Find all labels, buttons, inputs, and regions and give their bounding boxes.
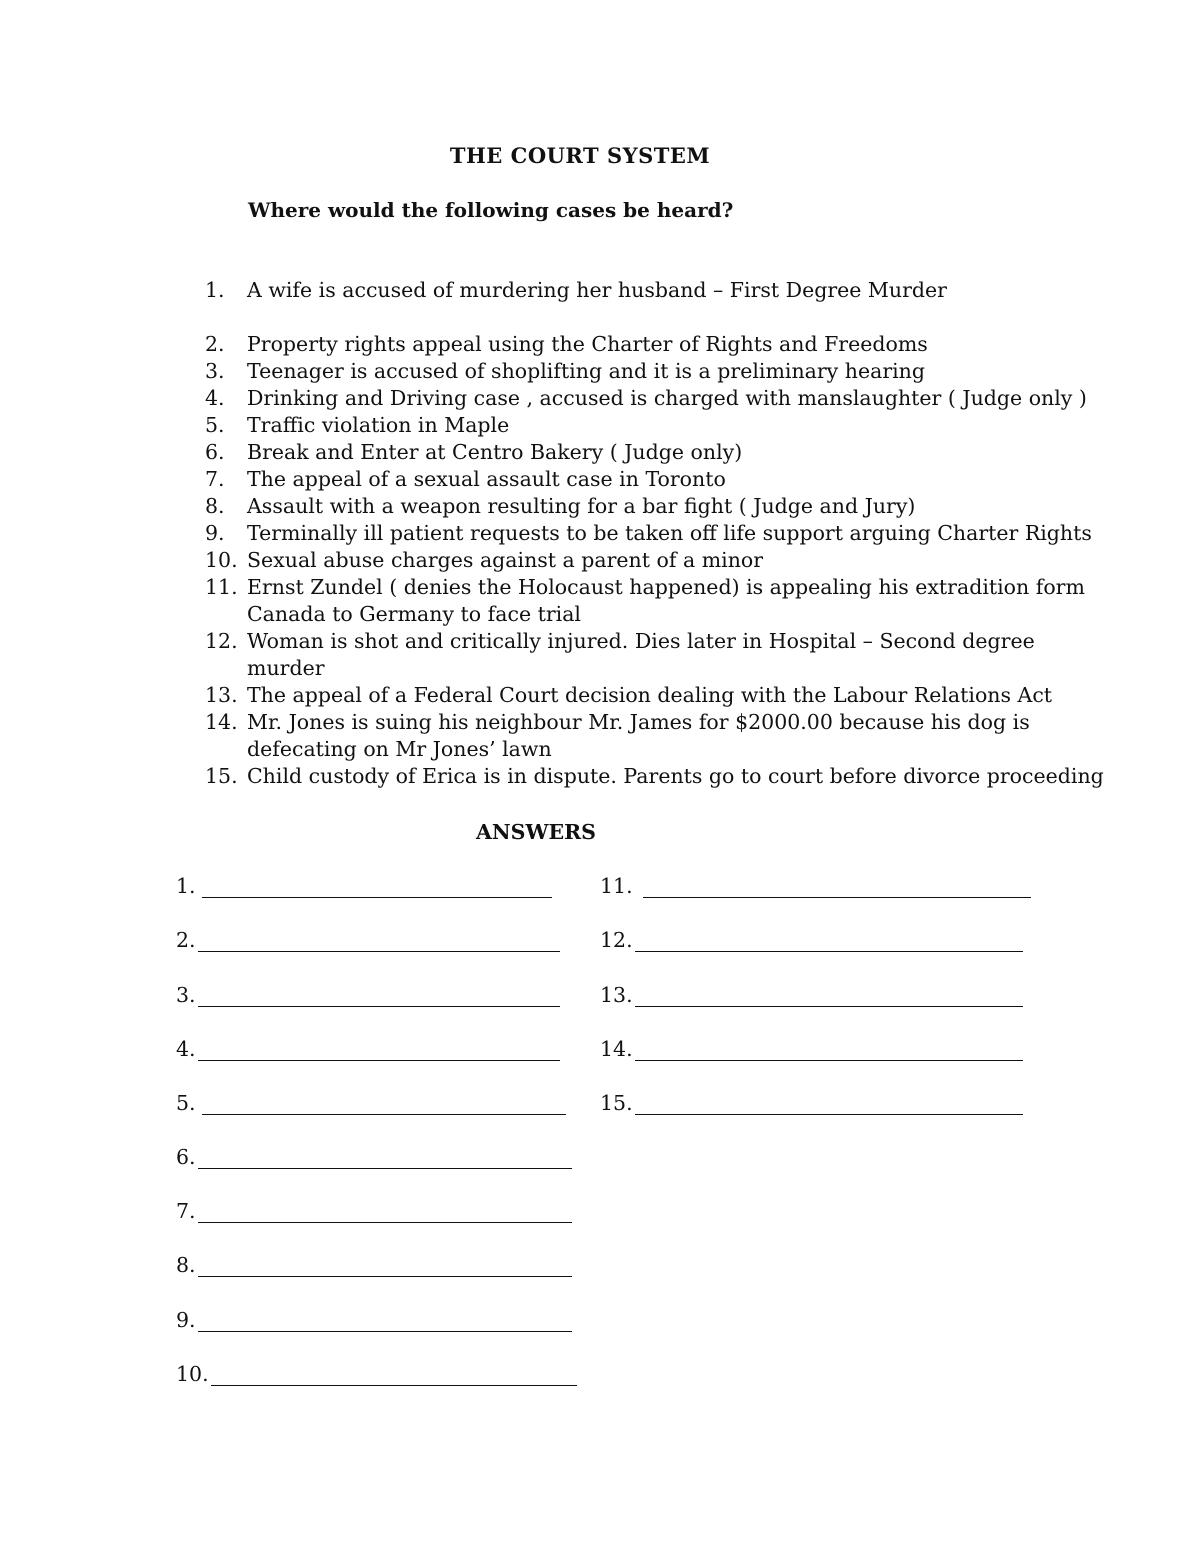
question-text: Sexual abuse charges against a parent of a minor (247, 548, 764, 572)
answer-blank-line[interactable] (643, 877, 1031, 898)
question-number: 12. (205, 629, 238, 653)
answer-number: 2. (176, 928, 196, 952)
question-number: 13. (205, 683, 238, 707)
answer-number: 13. (600, 983, 633, 1007)
question-number: 3. (205, 359, 225, 383)
question-item (205, 628, 1105, 682)
question-list (205, 277, 1105, 790)
answer-blank-line[interactable] (202, 877, 552, 898)
question-text: The appeal of a Federal Court decision dealing with the Labour Relations Act (247, 683, 1053, 707)
answer-number: 15. (600, 1091, 633, 1115)
answer-number: 10. (176, 1362, 209, 1386)
answer-field-14[interactable] (600, 1037, 1023, 1061)
answer-blank-line[interactable] (198, 1202, 572, 1223)
answer-blank-line[interactable] (635, 1040, 1023, 1061)
question-number: 8. (205, 494, 225, 518)
answer-field-10[interactable] (176, 1362, 577, 1386)
answer-field-6[interactable] (176, 1145, 572, 1169)
question-item (205, 547, 1105, 574)
question-item (205, 331, 1105, 358)
answer-field-2[interactable] (176, 928, 560, 952)
answer-number: 3. (176, 983, 196, 1007)
answer-field-3[interactable] (176, 983, 560, 1007)
question-text: Child custody of Erica is in dispute. Parents go to court before divorce proceeding (247, 764, 1104, 788)
question-number: 9. (205, 521, 225, 545)
question-item (205, 520, 1105, 547)
question-text: Assault with a weapon resulting for a bar fight ( Judge and Jury) (247, 494, 916, 518)
answers-heading: ANSWERS (476, 820, 596, 844)
answer-number: 8. (176, 1253, 196, 1277)
answer-blank-line[interactable] (202, 1094, 566, 1115)
question-text: A wife is accused of murdering her husband – First Degree Murder (247, 278, 947, 302)
question-text: Property rights appeal using the Charter of Rights and Freedoms (247, 332, 928, 356)
answer-blank-line[interactable] (635, 931, 1023, 952)
answer-field-1[interactable] (176, 874, 552, 898)
question-text: Mr. Jones is suing his neighbour Mr. James for $2000.00 because his dog is defecating on Mr Jones’ lawn (247, 710, 1030, 761)
instructions-heading: Where would the following cases be heard? (248, 198, 734, 222)
question-item (205, 439, 1105, 466)
question-text: Break and Enter at Centro Bakery ( Judge only) (247, 440, 743, 464)
answer-field-15[interactable] (600, 1091, 1023, 1115)
question-number: 4. (205, 386, 225, 410)
question-text: Drinking and Driving case , accused is charged with manslaughter ( Judge only ) (247, 386, 1087, 410)
answer-blank-line[interactable] (198, 1256, 572, 1277)
question-number: 2. (205, 332, 225, 356)
answer-blank-line[interactable] (198, 1040, 560, 1061)
answer-number: 9. (176, 1308, 196, 1332)
question-text: Terminally ill patient requests to be taken off life support arguing Charter Rights (247, 521, 1092, 545)
answer-blank-line[interactable] (198, 1148, 572, 1169)
question-number: 1. (205, 278, 225, 302)
answer-field-13[interactable] (600, 983, 1023, 1007)
question-item (205, 277, 1105, 304)
question-item (205, 412, 1105, 439)
question-item (205, 763, 1105, 790)
answer-field-12[interactable] (600, 928, 1023, 952)
answer-blank-line[interactable] (198, 986, 560, 1007)
answer-blank-line[interactable] (198, 1311, 572, 1332)
answer-blank-line[interactable] (635, 1094, 1023, 1115)
question-number: 15. (205, 764, 238, 788)
answer-blank-line[interactable] (198, 931, 560, 952)
answer-blank-line[interactable] (211, 1365, 577, 1386)
question-item (205, 682, 1105, 709)
question-item (205, 574, 1105, 628)
question-item (205, 358, 1105, 385)
answer-field-9[interactable] (176, 1308, 572, 1332)
question-text: Teenager is accused of shoplifting and it is a preliminary hearing (247, 359, 926, 383)
question-number: 7. (205, 467, 225, 491)
answer-number: 7. (176, 1199, 196, 1223)
question-item (205, 709, 1105, 763)
page-title: THE COURT SYSTEM (449, 143, 711, 168)
question-number: 6. (205, 440, 225, 464)
question-item (205, 385, 1105, 412)
answer-field-11[interactable] (600, 874, 1031, 898)
question-number: 5. (205, 413, 225, 437)
answer-number: 11. (600, 874, 633, 898)
answer-field-7[interactable] (176, 1199, 572, 1223)
answer-field-8[interactable] (176, 1253, 572, 1277)
answer-number: 12. (600, 928, 633, 952)
question-number: 11. (205, 575, 238, 599)
question-item (205, 493, 1105, 520)
answer-number: 5. (176, 1091, 196, 1115)
question-number: 10. (205, 548, 238, 572)
answer-field-5[interactable] (176, 1091, 566, 1115)
answer-blank-line[interactable] (635, 986, 1023, 1007)
question-number: 14. (205, 710, 238, 734)
answer-number: 6. (176, 1145, 196, 1169)
answer-field-4[interactable] (176, 1037, 560, 1061)
answer-number: 1. (176, 874, 196, 898)
answer-number: 14. (600, 1037, 633, 1061)
question-text: The appeal of a sexual assault case in Toronto (247, 467, 726, 491)
answer-number: 4. (176, 1037, 196, 1061)
question-item (205, 466, 1105, 493)
question-text: Woman is shot and critically injured. Dies later in Hospital – Second degree murder (247, 629, 1035, 680)
question-text: Ernst Zundel ( denies the Holocaust happened) is appealing his extradition form Canada to Germany to face trial (247, 575, 1085, 626)
question-text: Traffic violation in Maple (247, 413, 510, 437)
